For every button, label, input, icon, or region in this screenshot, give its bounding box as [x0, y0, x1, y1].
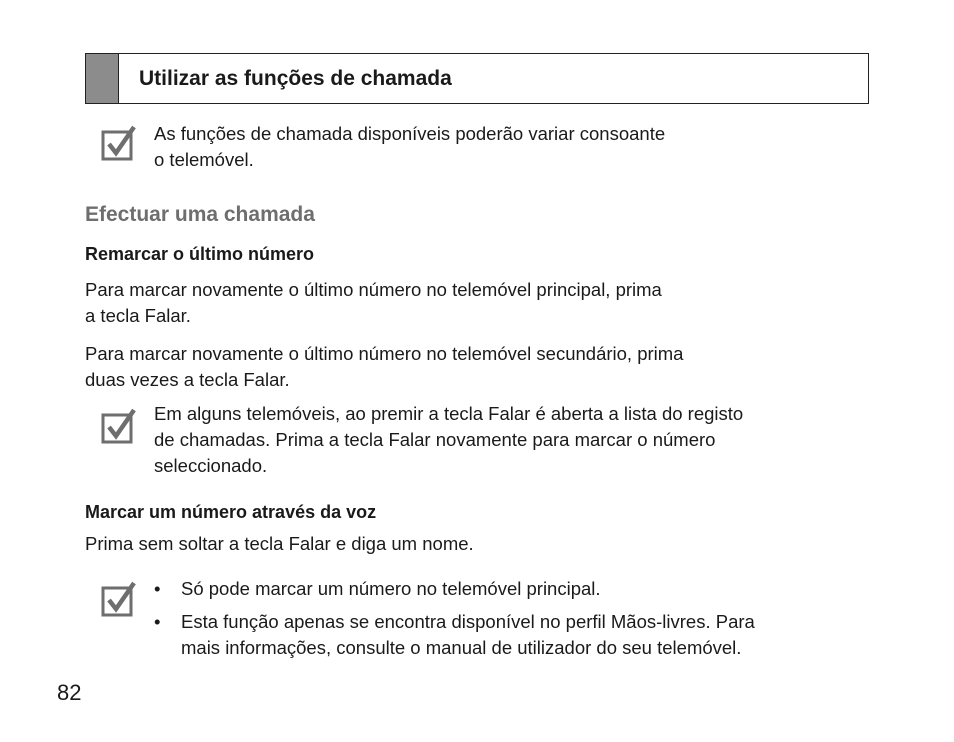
- note-line: o telemóvel.: [154, 149, 254, 170]
- checkbox-check-icon: [101, 125, 137, 161]
- paragraph-line: Para marcar novamente o último número no telemóvel principal, prima: [85, 279, 662, 300]
- header-tab-marker: [86, 54, 119, 103]
- paragraph-line: Para marcar novamente o último número no telemóvel secundário, prima: [85, 343, 684, 364]
- paragraph: [85, 277, 662, 329]
- note-text: [154, 401, 743, 479]
- paragraph-line: duas vezes a tecla Falar.: [85, 369, 290, 390]
- note-line: As funções de chamada disponíveis poderão variar consoante: [154, 123, 666, 144]
- note-line: Em alguns telemóveis, ao premir a tecla Falar é aberta a lista do registo: [154, 403, 744, 424]
- subsection-title-voice: Marcar um número através da voz: [85, 502, 377, 522]
- note-bullet-list: [154, 576, 874, 668]
- list-item: [154, 609, 874, 661]
- list-item-text: Só pode marcar um número no telemóvel principal.: [181, 578, 601, 599]
- paragraph: [85, 341, 683, 393]
- checkbox-check-icon: [101, 581, 137, 617]
- paragraph-line: a tecla Falar.: [85, 305, 191, 326]
- section-header: [85, 53, 869, 104]
- bullet-icon: •: [154, 578, 161, 599]
- bullet-icon: •: [154, 611, 161, 632]
- page-number: 82: [57, 680, 82, 705]
- section-title: Efectuar uma chamada: [85, 203, 315, 226]
- checkbox-check-icon: [101, 408, 137, 444]
- list-item: [154, 576, 874, 602]
- note-line: seleccionado.: [154, 455, 268, 476]
- list-item-text: Esta função apenas se encontra disponível no perfil Mãos-livres. Para: [181, 611, 755, 632]
- subsection-title-redial: Remarcar o último número: [85, 244, 315, 264]
- note-line: de chamadas. Prima a tecla Falar novamente para marcar o número: [154, 429, 716, 450]
- page-title: Utilizar as funções de chamada: [139, 67, 452, 90]
- paragraph: Prima sem soltar a tecla Falar e diga um nome.: [85, 533, 474, 554]
- list-item-text: mais informações, consulte o manual de utilizador do seu telemóvel.: [181, 637, 742, 658]
- note-text: [154, 121, 665, 173]
